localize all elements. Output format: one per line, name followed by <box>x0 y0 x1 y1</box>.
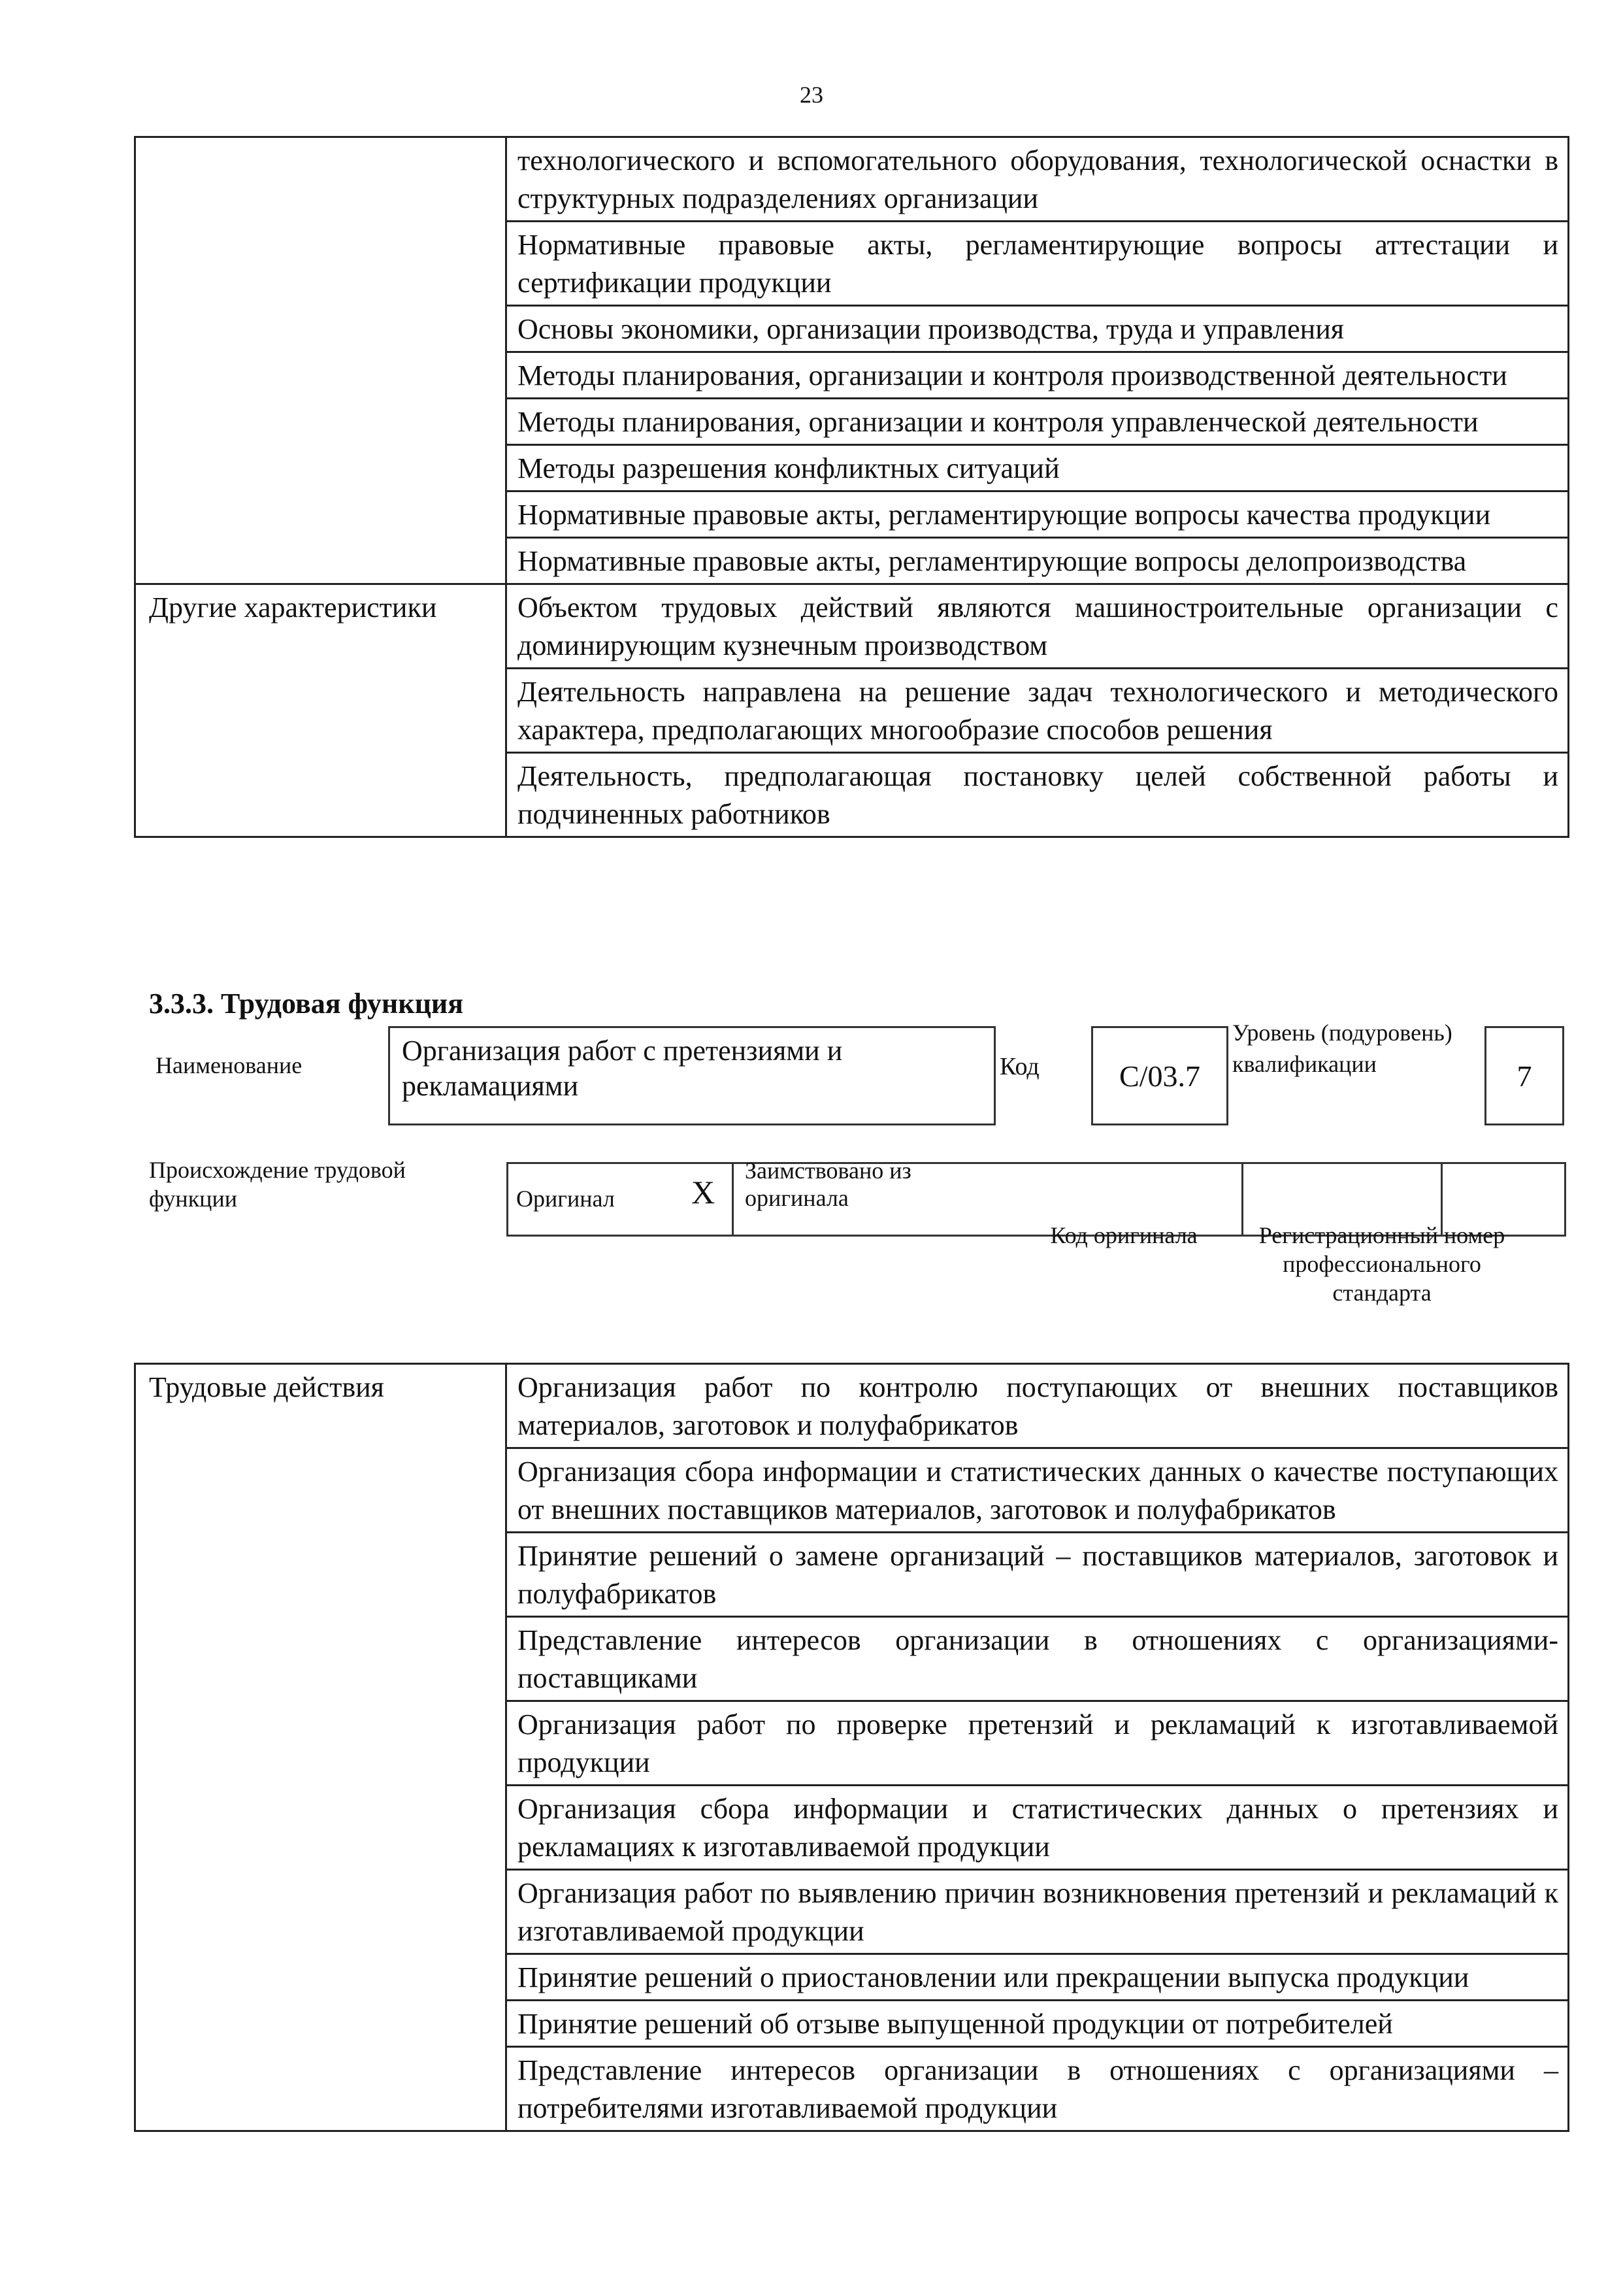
function-name-field <box>388 1026 996 1125</box>
knowledge-table <box>134 136 1569 838</box>
table-cell: Методы разрешения конфликтных ситуаций <box>506 445 1569 491</box>
section-heading: 3.3.3. Трудовая функция <box>149 988 464 1020</box>
code-label: Код <box>1000 1053 1040 1080</box>
table-cell: Представление интересов организации в отношениях с организациями-поставщиками <box>506 1617 1569 1701</box>
table-cell: Деятельность направлена на решение задач технологического и методического характера, предполагающих многообразие способов решения <box>506 669 1569 753</box>
original-mark: X <box>691 1174 715 1210</box>
function-name-value: Организация работ с претензиями и рекламациями <box>402 1035 843 1102</box>
level-value: 7 <box>1516 1059 1532 1093</box>
name-label: Наименование <box>156 1052 303 1078</box>
table-row <box>135 137 1569 222</box>
table-cell: Нормативные правовые акты, регламентирующие вопросы аттестации и сертификации продукции <box>506 222 1569 306</box>
table-cell: Организация работ по проверке претензий и рекламаций к изготавливаемой продукции <box>506 1701 1569 1786</box>
table-cell-empty <box>135 137 506 584</box>
table-cell: Представление интересов организации в отношениях с организациями – потребителями изготавливаемой продукции <box>506 2047 1569 2131</box>
labor-actions-table <box>134 1363 1569 2132</box>
code-field <box>1091 1026 1228 1125</box>
borrowed-label: Заимствовано из оригинала <box>745 1157 911 1211</box>
table-cell: Деятельность, предполагающая постановку целей собственной работы и подчиненных работников <box>506 753 1569 837</box>
table-cell: Методы планирования, организации и контроля производственной деятельности <box>506 352 1569 399</box>
reg-number-caption: Регистрационный номер профессионального стандарта <box>1258 1222 1505 1306</box>
table-cell: технологического и вспомогательного оборудования, технологической оснастки в структурных подразделениях организации <box>506 137 1569 222</box>
table-cell: Основы экономики, организации производства, труда и управления <box>506 306 1569 352</box>
table-row <box>135 1364 1569 1448</box>
table-cell: Организация работ по выявлению причин возникновения претензий и рекламаций к изготавливаемой продукции <box>506 1870 1569 1954</box>
code-original-caption: Код оригинала <box>1050 1222 1198 1248</box>
table-cell: Нормативные правовые акты, регламентирующие вопросы делопроизводства <box>506 538 1569 584</box>
code-value: C/03.7 <box>1119 1059 1200 1093</box>
labor-actions-label: Трудовые действия <box>135 1364 506 2131</box>
table-row <box>135 584 1569 669</box>
table-cell: Организация сбора информации и статистических данных о претензиях и рекламациях к изготавливаемой продукции <box>506 1786 1569 1870</box>
table-cell: Принятие решений о приостановлении или прекращении выпуска продукции <box>506 1954 1569 2001</box>
table-cell: Методы планирования, организации и контроля управленческой деятельности <box>506 399 1569 445</box>
table-cell: Организация работ по контролю поступающих от внешних поставщиков материалов, заготовок и полуфабрикатов <box>506 1364 1569 1448</box>
table-cell: Объектом трудовых действий являются машиностроительные организации с доминирующим кузнечным производством <box>506 584 1569 669</box>
other-characteristics-label: Другие характеристики <box>135 584 506 837</box>
table-cell: Принятие решений об отзыве выпущенной продукции от потребителей <box>506 2001 1569 2047</box>
original-label: Оригинал <box>516 1186 615 1212</box>
table-cell: Принятие решений о замене организаций – поставщиков материалов, заготовок и полуфабрикатов <box>506 1533 1569 1617</box>
level-field <box>1484 1026 1564 1125</box>
level-label: Уровень (подуровень) квалификации <box>1232 1020 1452 1077</box>
table-cell: Организация сбора информации и статистических данных о качестве поступающих от внешних поставщиков материалов, заготовок и полуфабрикатов <box>506 1448 1569 1533</box>
origin-label: Происхождение трудовой функции <box>149 1157 406 1212</box>
page-number: 23 <box>800 82 823 108</box>
table-cell: Нормативные правовые акты, регламентирующие вопросы качества продукции <box>506 491 1569 538</box>
